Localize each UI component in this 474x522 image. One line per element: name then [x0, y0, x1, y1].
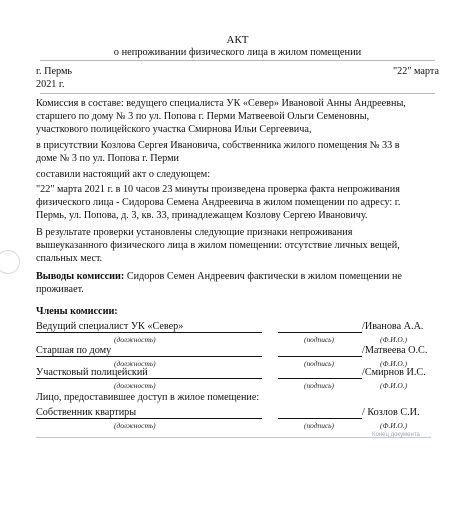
signature-name-3: /Смирнов И.С.	[362, 367, 426, 378]
conclusion-line-2: проживает.	[36, 284, 84, 295]
document-end-label: Конец документа	[372, 432, 420, 438]
document-title: АКТ	[226, 34, 249, 46]
owner-caption-fio: (Ф.И.О.)	[380, 421, 408, 430]
owner-name: / Козлов С.И.	[362, 407, 420, 418]
signature-role-line-1	[36, 332, 262, 333]
drawn-up-line: составили настоящий акт о следующем:	[36, 169, 211, 180]
caption-sign-2: (подпись)	[304, 359, 334, 368]
owner-caption-position: (должность)	[114, 421, 156, 430]
date-year: 2021 г.	[36, 79, 65, 90]
caption-fio-3: (Ф.И.О.)	[380, 381, 408, 390]
signature-sign-line-1	[278, 332, 362, 333]
signature-name-1: /Иванова А.А.	[362, 321, 424, 332]
owner-role: Собственник квартиры	[36, 407, 137, 418]
caption-sign-3: (подпись)	[304, 381, 334, 390]
inspection-line-1: "22" марта 2021 г. в 10 часов 23 минуты произведена проверка факта непроживания	[36, 184, 400, 195]
result-line-3: спальных мест.	[36, 253, 103, 264]
signature-sign-line-3	[278, 378, 362, 379]
caption-position-3: (должность)	[114, 381, 156, 390]
city: г. Пермь	[36, 66, 73, 77]
caption-position-1: (должность)	[114, 335, 156, 344]
access-label: Лицо, предоставившее доступ в жилое помещение:	[36, 392, 260, 403]
owner-sign-line	[278, 418, 362, 419]
result-line-1: В результате проверки установлены следующие признаки непроживания	[36, 227, 353, 238]
header-divider	[40, 93, 435, 94]
conclusion-text: Сидоров Семен Андреевич фактически в жилом помещении не	[124, 271, 402, 282]
inspection-line-3: Пермь, ул. Попова, д. 3, кв. 33, принадлежащем Козлову Сергею Ивановичу.	[36, 210, 368, 221]
signature-role-2: Старшая по дому	[36, 345, 112, 356]
date-day-month: "22" марта	[392, 66, 439, 77]
caption-fio-1: (Ф.И.О.)	[380, 335, 408, 344]
caption-position-2: (должность)	[114, 359, 156, 368]
commission-line-3: участкового полицейского участка Смирнова Ильи Сергеевича,	[36, 124, 312, 135]
signature-role-line-2	[36, 356, 262, 357]
signature-role-1: Ведущий специалист УК «Север»	[36, 321, 184, 332]
commission-line-1: Комиссия в составе: ведущего специалиста УК «Север» Ивановой Анны Андреевны,	[36, 98, 406, 109]
presence-line-2: доме № 3 по ул. Попова г. Перми	[36, 153, 180, 164]
caption-sign-1: (подпись)	[304, 335, 334, 344]
caption-fio-2: (Ф.И.О.)	[380, 359, 408, 368]
conclusion-line	[36, 271, 402, 284]
presence-line-1: в присутствии Козлова Сергея Ивановича, собственника жилого помещения № 33 в	[36, 140, 400, 151]
conclusion-label: Выводы комиссии:	[36, 271, 125, 282]
commission-line-2: старшего по дому № 3 по ул. Попова г. Перми Матвеевой Ольги Семеновны,	[36, 111, 370, 122]
result-line-2: вышеуказанного физического лица в жилом помещении: отсутствие личных вещей,	[36, 240, 400, 251]
signature-role-line-3	[36, 378, 262, 379]
signature-sign-line-2	[278, 356, 362, 357]
members-label: Члены комиссии:	[36, 306, 118, 317]
title-divider	[40, 60, 435, 61]
document-subtitle: о непроживании физического лица в жилом помещении	[113, 47, 362, 58]
owner-role-line	[36, 418, 262, 419]
signature-name-2: /Матвеева О.С.	[362, 345, 428, 356]
inspection-line-2: физического лица - Сидорова Семена Андреевича в жилом помещении по адресу: г.	[36, 197, 401, 208]
owner-caption-sign: (подпись)	[304, 421, 334, 430]
signature-role-3: Участковый полицейский	[36, 367, 148, 378]
side-navigation-circle[interactable]	[0, 250, 20, 274]
